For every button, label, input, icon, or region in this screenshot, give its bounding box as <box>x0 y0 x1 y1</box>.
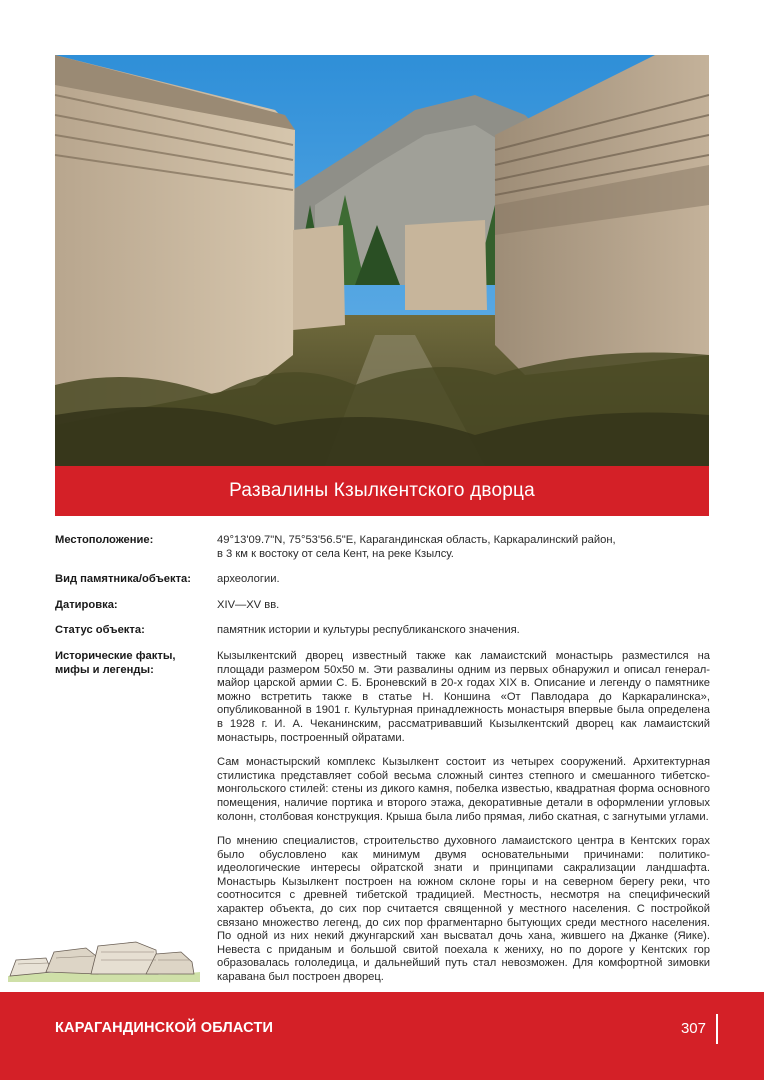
field-type <box>55 573 710 587</box>
value-line: в 3 км к востоку от села Кент, на реке Кзылсу. <box>217 547 454 560</box>
ruins-photo <box>55 55 709 466</box>
field-label: Местоположение: <box>55 534 154 546</box>
monument-title-band <box>55 466 709 516</box>
field-dating <box>55 599 710 613</box>
field-value: XIV—XV вв. <box>217 598 280 611</box>
field-label: Вид памятника/объекта: <box>55 573 191 586</box>
page-number: 307 <box>680 1020 706 1037</box>
field-value: археологии. <box>217 573 280 586</box>
label-line: Исторические факты, <box>55 649 176 662</box>
footer-divider <box>716 1014 718 1044</box>
field-location <box>55 534 710 561</box>
field-label: Статус объекта: <box>55 624 145 637</box>
field-value <box>217 534 710 561</box>
history-paragraph: Кызылкентский дворец известный также как ламаистский монастырь разместился на площади размером 50х50 м. Эти развалины одним из первых обнаружил и описал генерал-майор царской армии С. Б. Броневский в 20-х годах XIX в. Описание и легенду о памятнике можно встретить также в статье Н. Коншина «От Павлодара до Каркаралинска», опубликованной в 1901 г. Культурная принадлежность монастыря впервые была определена в 1928 г. И. А. Чеканинским, рассматривавший Кызылкентский дворец как ламаистский монастырь, построенный ойратами. <box>217 649 710 744</box>
value-line: 49°13'09.7"N, 75°53'56.5"E, Карагандинская область, Каркаралинский район, <box>217 534 616 546</box>
footer-region: КАРАГАНДИНСКОЙ ОБЛАСТИ <box>55 1020 274 1036</box>
ruins-sketch-illustration <box>6 932 202 984</box>
field-value: памятник истории и культуры республиканского значения. <box>217 624 520 637</box>
field-status <box>55 624 710 638</box>
history-text <box>217 650 710 996</box>
history-paragraph: Сам монастырский комплекс Кызылкент состоит из четырех сооружений. Архитектурная стилистика представляет собой весьма сложный синтез степного и смешанного тибетско-монгольского стилей: стены из дикого камня, побелка известью, квадратная форма основного помещения, наличие портика и второго этажа, декоративные детали в оформлении угловых колонн, столбовая конструкция. Крыша была либо прямая, либо скатная, с загнутыми углами. <box>217 756 710 823</box>
label-line: мифы и легенды: <box>55 663 154 676</box>
page-footer <box>0 992 764 1080</box>
monument-title: Развалины Кзылкентского дворца <box>229 480 535 501</box>
history-paragraph: По мнению специалистов, строительство духовного ламаистского центра в Кентских горах было обусловлено как минимум двумя основательными причинами: политико-идеологические интересы ойратской знати и принципами сакрализации ландшафта. Монастырь Кызылкент построен на южном склоне горы и на северном берегу реки, что соотносится с древней тибетской традицией. Местность, несмотря на специфический характер объекта, до сих пор считается священной у местного населения. С постройкой связано множество легенд, до сих пор фрагментарно бытующих среди местного населения. По одной из них некий джунгарский хан высватал дочь хана, жившего на Джанке (Яике). Невеста с приданым и большой свитой поехала к жениху, но по дороге у Кентских гор образовалась гололедица, и дальнейший путь стал невозможен. Для комфортной зимовки каравана был построен дворец. <box>217 835 710 984</box>
field-label: Датировка: <box>55 598 118 611</box>
